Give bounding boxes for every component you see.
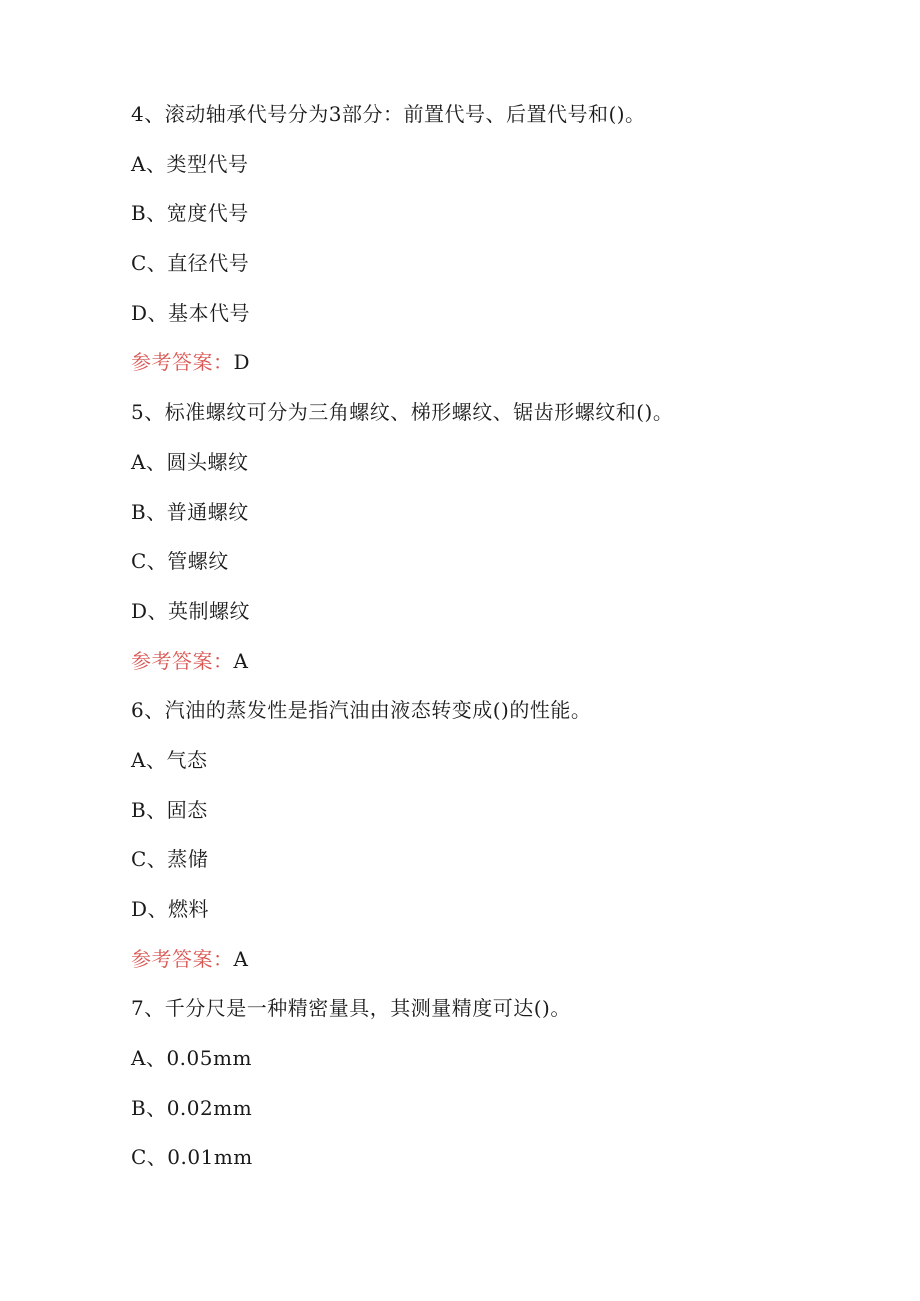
question-stem-4: 4、滚动轴承代号分为3部分：前置代号、后置代号和()。: [131, 102, 646, 126]
answer-label: 参考答案：: [131, 946, 234, 971]
question-stem-7: 7、千分尺是一种精密量具，其测量精度可达()。: [131, 996, 571, 1021]
question-7-option-a: A、0.05mm: [131, 1046, 252, 1071]
question-6-option-a: A、气态: [131, 747, 208, 772]
question-4-option-c: C、直径代号: [131, 251, 250, 276]
question-6-answer: [131, 941, 871, 991]
question-4-option-a: A、类型代号: [131, 151, 249, 176]
question-4-option-b: B、宽度代号: [131, 201, 249, 226]
answer-value: A: [233, 946, 249, 971]
question-4-answer: [131, 344, 871, 394]
question-4-option-d: D、基本代号: [131, 300, 251, 325]
question-6-option-c: C、蒸储: [131, 847, 209, 872]
answer-label: 参考答案：: [131, 350, 234, 375]
question-5-answer: [131, 643, 871, 693]
question-7-option-c: C、0.01mm: [131, 1145, 253, 1170]
question-5-option-c: C、管螺纹: [131, 549, 229, 574]
question-5-option-b: B、普通螺纹: [131, 499, 249, 524]
answer-label: 参考答案：: [131, 648, 234, 673]
question-6-option-d: D、燃料: [131, 897, 210, 921]
question-stem-5: 5、标准螺纹可分为三角螺纹、梯形螺纹、锯齿形螺纹和()。: [131, 400, 674, 425]
document-page: [131, 96, 871, 1189]
question-5-option-d: D、英制螺纹: [131, 598, 251, 623]
question-stem-6: 6、汽油的蒸发性是指汽油由液态转变成()的性能。: [131, 698, 592, 723]
answer-value: D: [233, 350, 251, 375]
question-7-option-b: B、0.02mm: [131, 1095, 253, 1120]
question-5-option-a: A、圆头螺纹: [131, 449, 249, 474]
answer-value: A: [233, 648, 249, 673]
question-6-option-b: B、固态: [131, 797, 208, 822]
